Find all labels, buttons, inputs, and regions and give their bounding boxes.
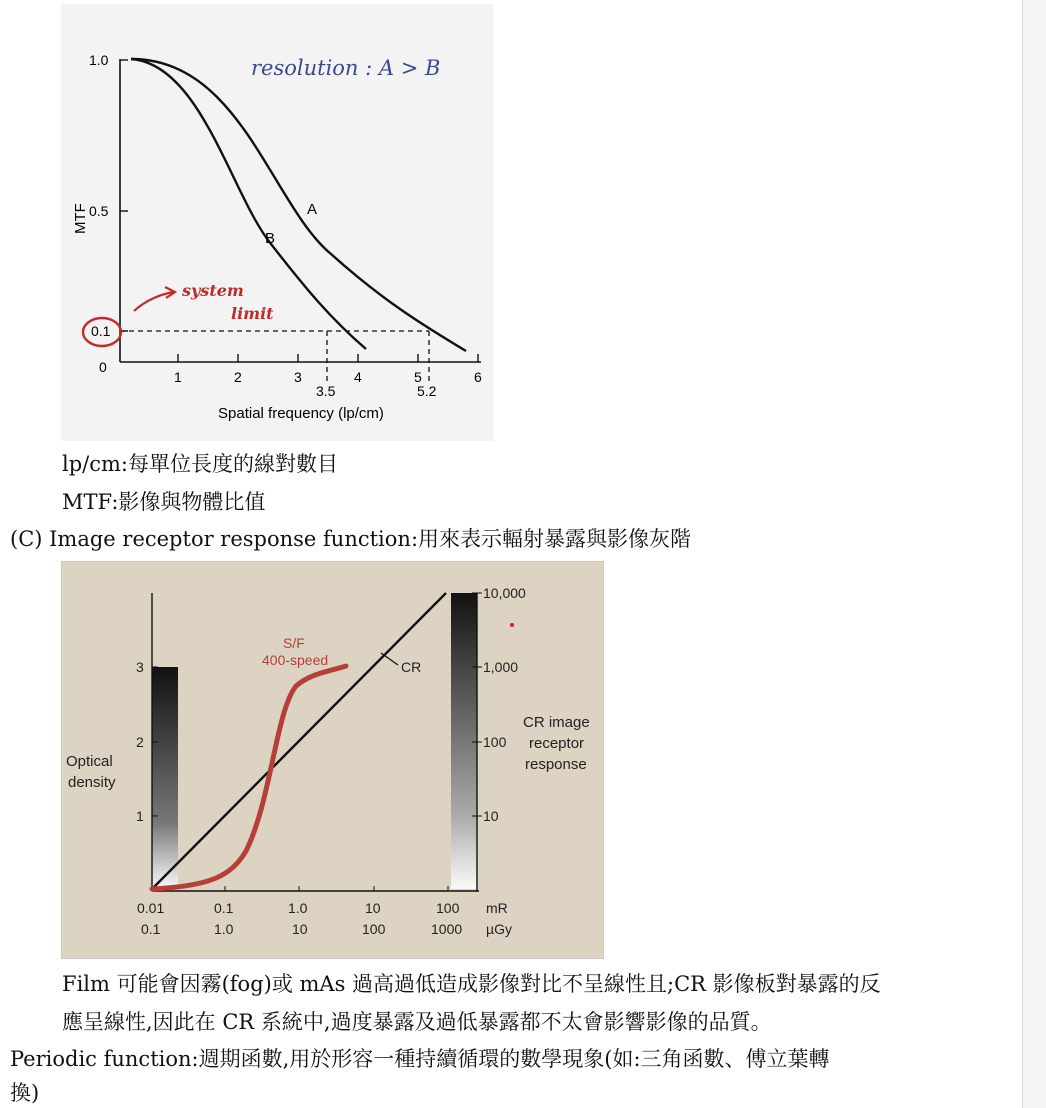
mtf-ytick-01: 0.1 (91, 323, 111, 339)
lp-definition: lp/cm:每單位長度的線對數目 (62, 452, 338, 476)
red-dot (510, 623, 514, 627)
cr-curve-label: CR (401, 659, 422, 675)
x-mr-10: 1.0 (288, 900, 308, 916)
x-unit-ugy: µGy (486, 921, 512, 937)
x-mr-100: 10 (365, 900, 381, 916)
section-c-heading: (C) Image receptor response function:用來表示輻射暴露與影像灰階 (10, 527, 692, 551)
x-mr-1000: 100 (436, 900, 460, 916)
cr-label-2: receptor (529, 735, 585, 752)
cr-label-3: response (525, 756, 587, 773)
x-ugy-10000: 1000 (431, 921, 463, 937)
mtf-xtick-4: 4 (354, 369, 362, 385)
od-label-1: Optical (66, 753, 113, 770)
cr-tick-1000: 1,000 (483, 659, 519, 675)
mtf-xtick-6: 6 (474, 369, 482, 385)
x-ugy-01: 0.1 (141, 921, 161, 937)
od-tick-2: 2 (136, 734, 144, 750)
periodic-line-1: Periodic function:週期函數,用於形容一種持續循環的數學現象(如:三角函數、傅立葉轉 (10, 1047, 830, 1071)
mtf-xtick-5: 5 (414, 369, 422, 385)
mtf-xtick-1: 1 (174, 369, 182, 385)
sf-label-1: S/F (283, 635, 305, 651)
mtf-curve-a-label: A (307, 201, 318, 218)
mtf-xlabel: Spatial frequency (lp/cm) (218, 405, 384, 422)
mtf-ytick-0: 0 (99, 359, 107, 375)
limit-note: limit (231, 304, 274, 323)
mtf-ytick-1: 1.0 (89, 52, 109, 68)
film-paragraph-line-2: 應呈線性,因此在 CR 系統中,過度暴露及過低暴露都不太會影響影像的品質。 (62, 1010, 772, 1034)
film-paragraph-line-1: Film 可能會因霧(fog)或 mAs 過高過低造成影像對比不呈線性且;CR 影像板對暴露的反 (62, 972, 881, 996)
x-ugy-1000: 100 (362, 921, 386, 937)
resolution-note: resolution : A > B (251, 56, 441, 80)
od-label-2: density (68, 774, 116, 791)
od-tick-1: 1 (136, 808, 144, 824)
cr-tick-100: 100 (483, 734, 507, 750)
cr-tick-10: 10 (483, 808, 499, 824)
mtf-ylabel: MTF (72, 203, 89, 234)
x-mr-001: 0.01 (137, 900, 165, 916)
cr-label-1: CR image (523, 714, 590, 731)
x-ugy-10: 1.0 (214, 921, 234, 937)
mtf-xmark-52: 5.2 (417, 383, 437, 399)
mtf-definition: MTF:影像與物體比值 (62, 490, 266, 514)
cr-tick-10000: 10,000 (483, 585, 526, 601)
response-figure (61, 561, 604, 959)
mtf-xtick-3: 3 (294, 369, 302, 385)
mtf-xtick-2: 2 (234, 369, 242, 385)
sf-label-2: 400-speed (262, 652, 329, 668)
mtf-xmark-35: 3.5 (316, 383, 336, 399)
right-gradient-bar (451, 593, 477, 889)
system-note: system (182, 281, 244, 300)
x-unit-mr: mR (486, 900, 508, 916)
od-tick-3: 3 (136, 659, 144, 675)
left-gradient-bar (152, 667, 178, 889)
mtf-curve-b-label: B (265, 230, 276, 247)
x-mr-01: 0.1 (214, 900, 234, 916)
periodic-line-2: 換) (10, 1081, 40, 1105)
mtf-ytick-05: 0.5 (89, 203, 109, 219)
mtf-figure (61, 4, 493, 441)
x-ugy-100: 10 (292, 921, 308, 937)
